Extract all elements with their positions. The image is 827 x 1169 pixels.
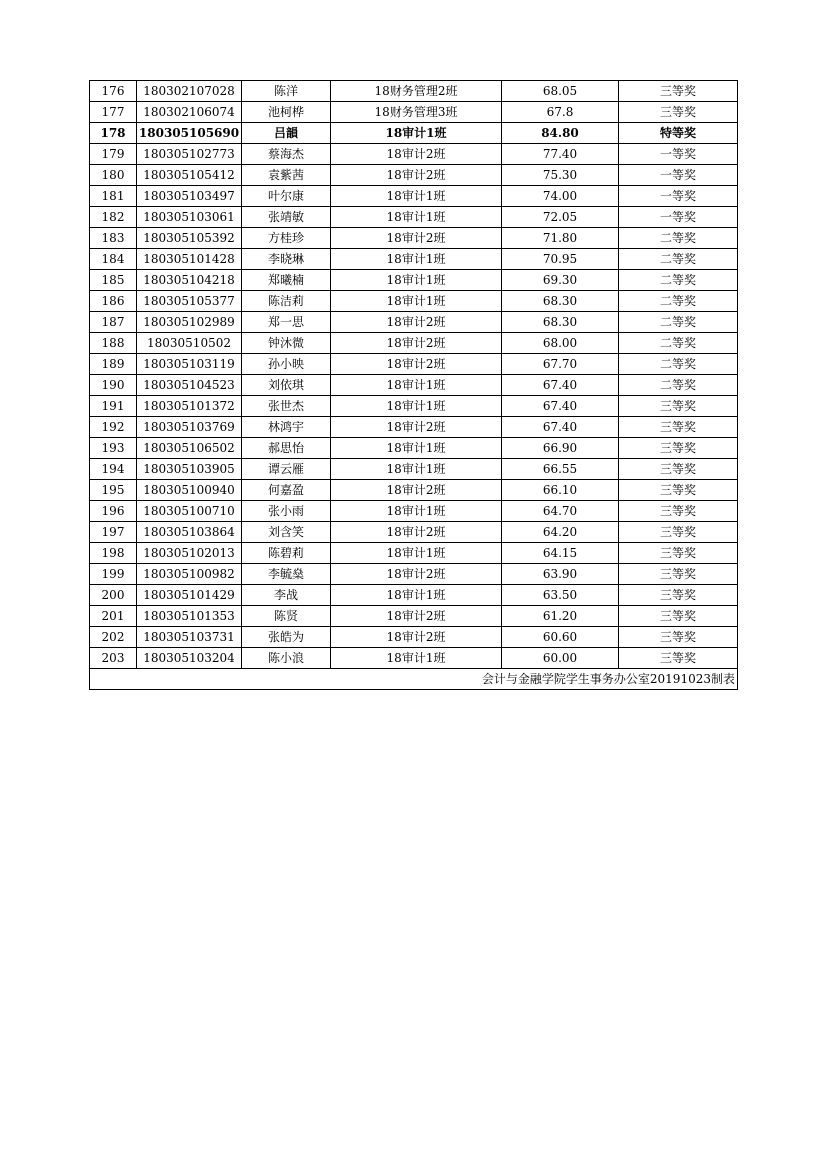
row-number-cell: 189 [90, 354, 137, 375]
award-level-cell: 特等奖 [619, 123, 738, 144]
table-row [90, 186, 738, 207]
class-name-cell: 18审计2班 [331, 627, 502, 648]
table-row [90, 648, 738, 669]
class-name-cell: 18审计1班 [331, 186, 502, 207]
class-name-cell: 18审计2班 [331, 354, 502, 375]
class-name-cell: 18审计2班 [331, 564, 502, 585]
row-number-cell: 194 [90, 459, 137, 480]
class-name-cell: 18审计2班 [331, 228, 502, 249]
student-id-cell: 180305103864 [137, 522, 242, 543]
award-level-cell: 二等奖 [619, 375, 738, 396]
student-id-cell: 180305103061 [137, 207, 242, 228]
class-name-cell: 18审计2班 [331, 312, 502, 333]
class-name-cell: 18审计1班 [331, 648, 502, 669]
student-id-cell: 180305103769 [137, 417, 242, 438]
class-name-cell: 18审计1班 [331, 207, 502, 228]
table-row [90, 228, 738, 249]
student-name-cell: 郑曦楠 [242, 270, 331, 291]
student-name-cell: 吕韻 [242, 123, 331, 144]
student-id-cell: 180305102013 [137, 543, 242, 564]
score-cell: 68.00 [502, 333, 619, 354]
award-level-cell: 三等奖 [619, 102, 738, 123]
student-name-cell: 郑一思 [242, 312, 331, 333]
student-name-cell: 张世杰 [242, 396, 331, 417]
student-id-cell: 180305100940 [137, 480, 242, 501]
award-level-cell: 一等奖 [619, 186, 738, 207]
award-level-cell: 三等奖 [619, 585, 738, 606]
table-row [90, 123, 738, 144]
award-table [89, 80, 738, 690]
table-row [90, 375, 738, 396]
score-cell: 67.40 [502, 375, 619, 396]
table-row [90, 564, 738, 585]
row-number-cell: 192 [90, 417, 137, 438]
class-name-cell: 18审计2班 [331, 144, 502, 165]
table-row [90, 543, 738, 564]
award-level-cell: 二等奖 [619, 354, 738, 375]
award-level-cell: 二等奖 [619, 291, 738, 312]
student-name-cell: 张靖敏 [242, 207, 331, 228]
table-row [90, 270, 738, 291]
student-id-cell: 180305105377 [137, 291, 242, 312]
student-name-cell: 林鸿宇 [242, 417, 331, 438]
student-id-cell: 180305103731 [137, 627, 242, 648]
table-row [90, 207, 738, 228]
score-cell: 60.60 [502, 627, 619, 648]
class-name-cell: 18审计2班 [331, 480, 502, 501]
table-row [90, 354, 738, 375]
score-cell: 66.55 [502, 459, 619, 480]
student-name-cell: 刘依琪 [242, 375, 331, 396]
student-id-cell: 180305101428 [137, 249, 242, 270]
student-id-cell: 180305105690 [137, 123, 242, 144]
footer-row [90, 669, 738, 690]
class-name-cell: 18财务管理3班 [331, 102, 502, 123]
score-cell: 71.80 [502, 228, 619, 249]
row-number-cell: 198 [90, 543, 137, 564]
student-name-cell: 叶尔康 [242, 186, 331, 207]
score-cell: 67.40 [502, 396, 619, 417]
row-number-cell: 193 [90, 438, 137, 459]
award-level-cell: 三等奖 [619, 627, 738, 648]
score-cell: 67.40 [502, 417, 619, 438]
student-id-cell: 180305104218 [137, 270, 242, 291]
student-name-cell: 蔡海杰 [242, 144, 331, 165]
class-name-cell: 18审计2班 [331, 333, 502, 354]
student-name-cell: 张皓为 [242, 627, 331, 648]
class-name-cell: 18审计1班 [331, 123, 502, 144]
student-name-cell: 袁紫茜 [242, 165, 331, 186]
award-level-cell: 三等奖 [619, 606, 738, 627]
row-number-cell: 181 [90, 186, 137, 207]
award-level-cell: 三等奖 [619, 81, 738, 102]
award-level-cell: 二等奖 [619, 270, 738, 291]
table-row [90, 312, 738, 333]
row-number-cell: 187 [90, 312, 137, 333]
table-row [90, 480, 738, 501]
class-name-cell: 18审计1班 [331, 396, 502, 417]
table-row [90, 249, 738, 270]
row-number-cell: 200 [90, 585, 137, 606]
student-name-cell: 谭云雁 [242, 459, 331, 480]
table-row [90, 438, 738, 459]
score-cell: 67.70 [502, 354, 619, 375]
student-name-cell: 何嘉盈 [242, 480, 331, 501]
score-cell: 63.90 [502, 564, 619, 585]
award-level-cell: 一等奖 [619, 165, 738, 186]
award-level-cell: 三等奖 [619, 543, 738, 564]
award-level-cell: 一等奖 [619, 144, 738, 165]
table-row [90, 585, 738, 606]
score-cell: 68.30 [502, 312, 619, 333]
row-number-cell: 176 [90, 81, 137, 102]
student-id-cell: 180305105412 [137, 165, 242, 186]
row-number-cell: 202 [90, 627, 137, 648]
score-cell: 66.10 [502, 480, 619, 501]
award-level-cell: 三等奖 [619, 396, 738, 417]
student-id-cell: 180305100710 [137, 501, 242, 522]
student-id-cell: 180305102989 [137, 312, 242, 333]
student-name-cell: 李战 [242, 585, 331, 606]
student-id-cell: 180305101353 [137, 606, 242, 627]
class-name-cell: 18审计1班 [331, 501, 502, 522]
row-number-cell: 190 [90, 375, 137, 396]
student-id-cell: 180305100982 [137, 564, 242, 585]
score-cell: 60.00 [502, 648, 619, 669]
row-number-cell: 196 [90, 501, 137, 522]
award-level-cell: 二等奖 [619, 228, 738, 249]
score-cell: 70.95 [502, 249, 619, 270]
student-name-cell: 钟沐微 [242, 333, 331, 354]
row-number-cell: 182 [90, 207, 137, 228]
award-level-cell: 二等奖 [619, 312, 738, 333]
student-id-cell: 180302107028 [137, 81, 242, 102]
award-level-cell: 三等奖 [619, 564, 738, 585]
row-number-cell: 183 [90, 228, 137, 249]
score-cell: 63.50 [502, 585, 619, 606]
award-level-cell: 二等奖 [619, 249, 738, 270]
table-row [90, 144, 738, 165]
score-cell: 66.90 [502, 438, 619, 459]
class-name-cell: 18审计1班 [331, 375, 502, 396]
student-name-cell: 李晓琳 [242, 249, 331, 270]
row-number-cell: 199 [90, 564, 137, 585]
footer-note: 会计与金融学院学生事务办公室20191023制表 [90, 669, 738, 690]
score-cell: 77.40 [502, 144, 619, 165]
row-number-cell: 191 [90, 396, 137, 417]
award-level-cell: 三等奖 [619, 501, 738, 522]
row-number-cell: 195 [90, 480, 137, 501]
class-name-cell: 18审计1班 [331, 270, 502, 291]
score-cell: 64.20 [502, 522, 619, 543]
row-number-cell: 178 [90, 123, 137, 144]
student-name-cell: 孙小映 [242, 354, 331, 375]
class-name-cell: 18审计2班 [331, 606, 502, 627]
class-name-cell: 18财务管理2班 [331, 81, 502, 102]
score-cell: 64.15 [502, 543, 619, 564]
table-row [90, 501, 738, 522]
class-name-cell: 18审计1班 [331, 291, 502, 312]
score-cell: 84.80 [502, 123, 619, 144]
student-id-cell: 180305103204 [137, 648, 242, 669]
student-name-cell: 陈小浪 [242, 648, 331, 669]
student-id-cell: 180305103497 [137, 186, 242, 207]
student-name-cell: 方桂珍 [242, 228, 331, 249]
award-level-cell: 三等奖 [619, 480, 738, 501]
student-name-cell: 李毓燊 [242, 564, 331, 585]
student-name-cell: 刘含笑 [242, 522, 331, 543]
student-name-cell: 陈洁莉 [242, 291, 331, 312]
row-number-cell: 177 [90, 102, 137, 123]
row-number-cell: 185 [90, 270, 137, 291]
student-id-cell: 180305105392 [137, 228, 242, 249]
table-row [90, 606, 738, 627]
student-name-cell: 陈洋 [242, 81, 331, 102]
table-row [90, 165, 738, 186]
student-name-cell: 郝思怡 [242, 438, 331, 459]
table-row [90, 102, 738, 123]
score-cell: 64.70 [502, 501, 619, 522]
row-number-cell: 186 [90, 291, 137, 312]
class-name-cell: 18审计1班 [331, 459, 502, 480]
award-level-cell: 三等奖 [619, 417, 738, 438]
table-row [90, 627, 738, 648]
student-id-cell: 180305103905 [137, 459, 242, 480]
student-id-cell: 180305106502 [137, 438, 242, 459]
table-row [90, 291, 738, 312]
score-cell: 68.30 [502, 291, 619, 312]
class-name-cell: 18审计1班 [331, 585, 502, 606]
row-number-cell: 184 [90, 249, 137, 270]
award-level-cell: 三等奖 [619, 522, 738, 543]
award-level-cell: 三等奖 [619, 459, 738, 480]
award-level-cell: 一等奖 [619, 207, 738, 228]
score-cell: 74.00 [502, 186, 619, 207]
table-row [90, 333, 738, 354]
score-cell: 72.05 [502, 207, 619, 228]
class-name-cell: 18审计2班 [331, 165, 502, 186]
score-cell: 69.30 [502, 270, 619, 291]
student-id-cell: 180302106074 [137, 102, 242, 123]
award-level-cell: 二等奖 [619, 333, 738, 354]
score-cell: 68.05 [502, 81, 619, 102]
row-number-cell: 180 [90, 165, 137, 186]
student-name-cell: 陈碧莉 [242, 543, 331, 564]
class-name-cell: 18审计1班 [331, 249, 502, 270]
row-number-cell: 203 [90, 648, 137, 669]
student-id-cell: 180305104523 [137, 375, 242, 396]
score-cell: 61.20 [502, 606, 619, 627]
class-name-cell: 18审计2班 [331, 417, 502, 438]
table-row [90, 396, 738, 417]
row-number-cell: 188 [90, 333, 137, 354]
row-number-cell: 201 [90, 606, 137, 627]
student-name-cell: 张小雨 [242, 501, 331, 522]
student-id-cell: 180305101372 [137, 396, 242, 417]
student-id-cell: 180305101429 [137, 585, 242, 606]
score-cell: 75.30 [502, 165, 619, 186]
class-name-cell: 18审计2班 [331, 522, 502, 543]
table-row [90, 81, 738, 102]
student-name-cell: 陈贤 [242, 606, 331, 627]
row-number-cell: 197 [90, 522, 137, 543]
student-name-cell: 池柯桦 [242, 102, 331, 123]
award-level-cell: 三等奖 [619, 438, 738, 459]
table-row [90, 459, 738, 480]
row-number-cell: 179 [90, 144, 137, 165]
score-cell: 67.8 [502, 102, 619, 123]
award-level-cell: 三等奖 [619, 648, 738, 669]
class-name-cell: 18审计1班 [331, 438, 502, 459]
class-name-cell: 18审计1班 [331, 543, 502, 564]
student-id-cell: 180305102773 [137, 144, 242, 165]
student-id-cell: 18030510502 [137, 333, 242, 354]
table-row [90, 522, 738, 543]
award-table-body [90, 81, 738, 669]
table-row [90, 417, 738, 438]
student-id-cell: 180305103119 [137, 354, 242, 375]
